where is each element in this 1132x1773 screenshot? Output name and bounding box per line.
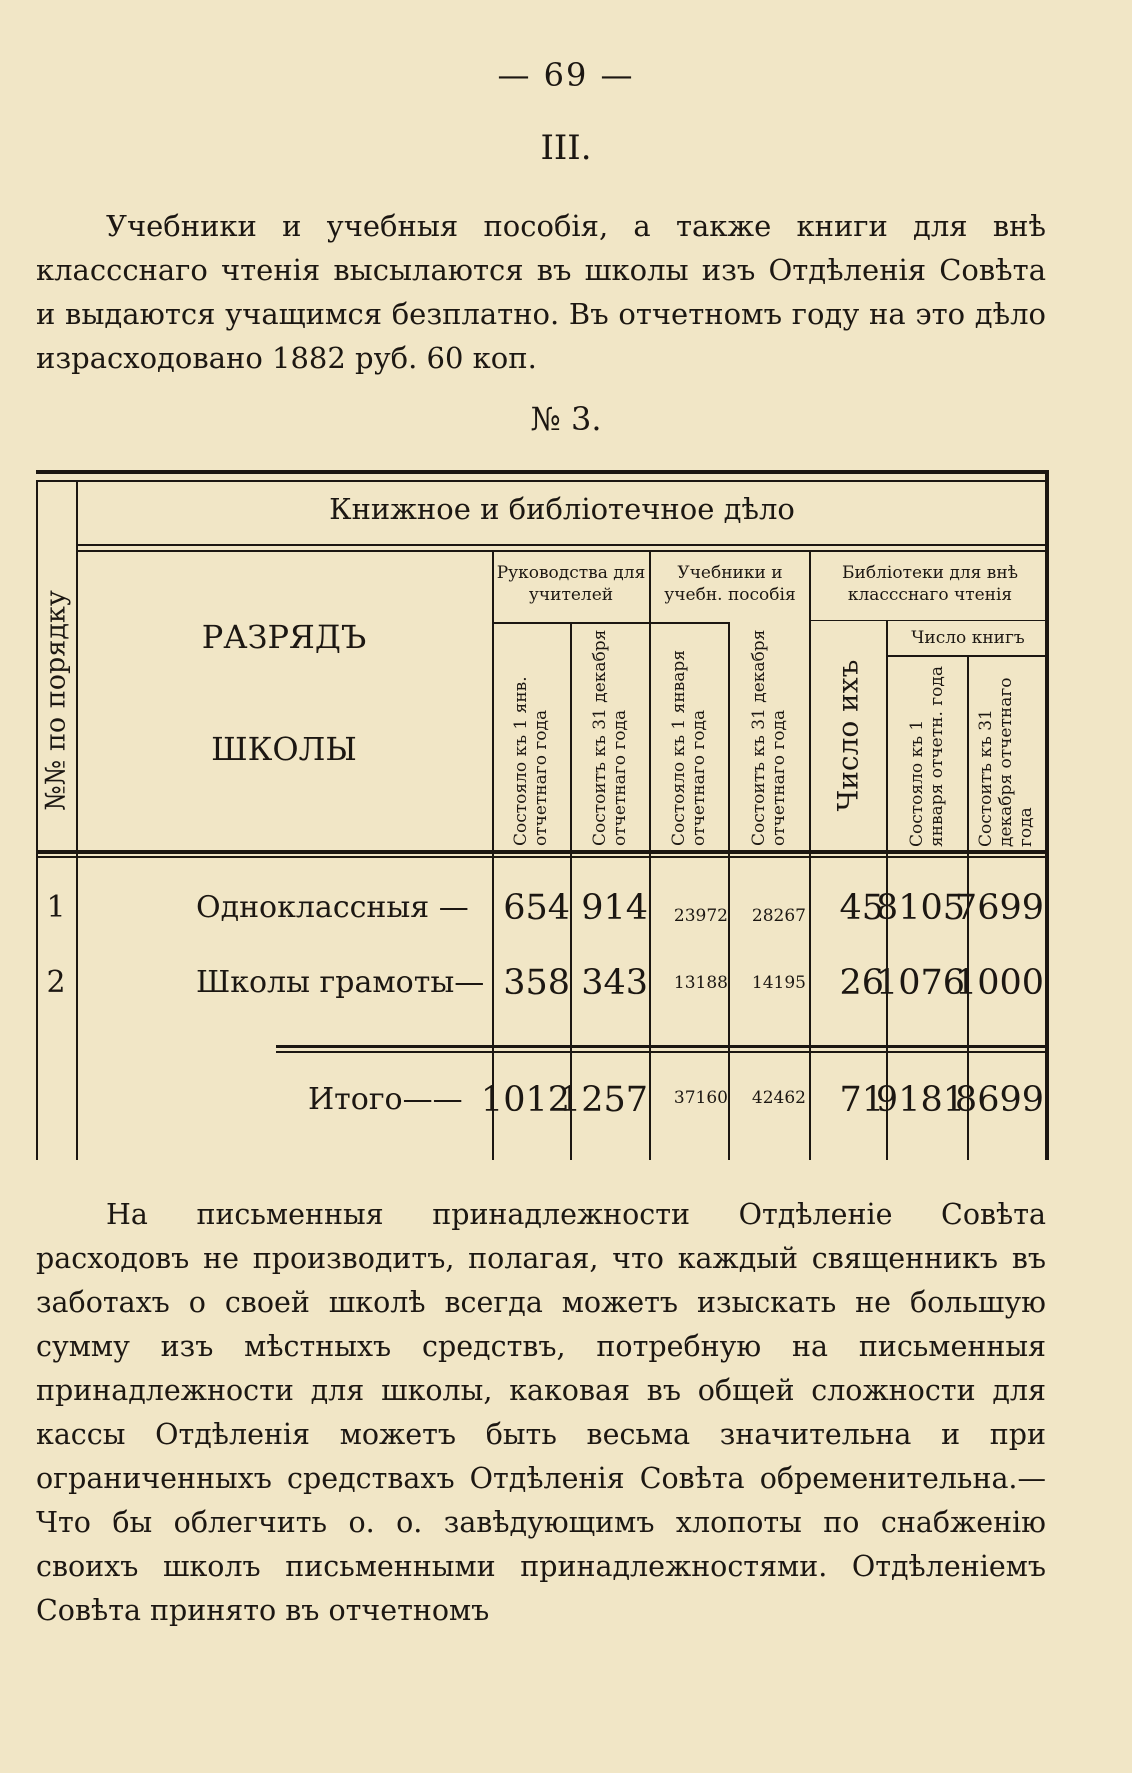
total-books-start: 9181 bbox=[875, 1080, 965, 1120]
total-books-end: 8699 bbox=[954, 1080, 1044, 1120]
section-heading: III. bbox=[540, 128, 592, 168]
row-2-name: Школы грамоты— bbox=[196, 965, 485, 1000]
col-category-line1: РАЗРЯДЪ bbox=[201, 618, 367, 656]
row-2-manuals-end: 343 bbox=[581, 963, 648, 1003]
row-2-textbooks-end: 14195 bbox=[751, 973, 806, 993]
paragraph-writing-supplies: На письменныя принадлежности Отдѣленіе Совѣта расходовъ не производитъ, полагая, что каждый священникъ въ заботахъ о своей школѣ всегда можетъ изыскать не большую сумму изъ мѣстныхъ средствъ, потребную на письменныя принадлежности для школы, каковая въ общей сложности для кассы Отдѣленія можетъ быть весьма значительна и при ограниченныхъ средствахъ Отдѣленія Совѣта обременительна.—Что бы облегчить о. о. завѣдующимъ хлопоты по снабженію своихъ школъ письменными принадлежностями. Отдѣленіемъ Совѣта принято въ отчетномъ bbox=[36, 1198, 1046, 1627]
subgroup-books-header: Число книгъ bbox=[911, 628, 1025, 648]
total-top-rule bbox=[276, 1045, 1048, 1048]
vline-index bbox=[76, 480, 78, 1160]
row-2-no: 2 bbox=[46, 965, 66, 1000]
sub-manuals-end: Состоитъ къ 31 декабря отчетнаго года bbox=[589, 629, 630, 846]
total-label: Итого—— bbox=[308, 1082, 463, 1117]
row-2-libraries-count: 26 bbox=[839, 963, 884, 1003]
row-1-name: Одноклассныя — bbox=[196, 890, 469, 925]
row-1-textbooks-end: 28267 bbox=[751, 906, 806, 926]
row-1-textbooks-start: 23972 bbox=[673, 906, 728, 926]
table-title: Книжное и библіотечное дѣло bbox=[329, 492, 795, 526]
row-2-textbooks-start: 13188 bbox=[673, 973, 728, 993]
total-manuals-end: 1257 bbox=[558, 1080, 648, 1120]
sub-libraries-count: Число ихъ bbox=[831, 659, 864, 811]
group-header-rule bbox=[76, 544, 1048, 546]
row-1-books-start: 8105 bbox=[875, 888, 965, 928]
col-category-line2: ШКОЛЫ bbox=[211, 730, 357, 768]
table-number: № 3. bbox=[530, 400, 602, 438]
row-1-libraries-count: 45 bbox=[839, 888, 884, 928]
row-2-books-start: 1076 bbox=[875, 963, 965, 1003]
sub-textbooks-end: Состоитъ къ 31 декабря отчетнаго года bbox=[748, 629, 789, 846]
col-index-header: №№ по порядку bbox=[40, 589, 72, 811]
row-2-books-end: 1000 bbox=[954, 963, 1044, 1003]
row-1-books-end: 7699 bbox=[954, 888, 1044, 928]
total-textbooks-start: 37160 bbox=[673, 1088, 728, 1108]
table-top-rule bbox=[36, 470, 1048, 474]
header-bottom-rule bbox=[36, 850, 1048, 854]
sub-manuals-start: Состояло къ 1 янв. отчетнаго года bbox=[511, 676, 551, 846]
total-manuals-start: 1012 bbox=[480, 1080, 570, 1120]
row-1-no: 1 bbox=[46, 890, 66, 925]
total-textbooks-end: 42462 bbox=[751, 1088, 806, 1108]
sub-books-start: Состояло къ 1 января отчетн. года bbox=[906, 665, 947, 847]
group-libraries-header: Библіотеки для внѣ классснаго чтенія bbox=[842, 563, 1018, 605]
group-manuals-header: Руководства для учителей bbox=[496, 563, 646, 605]
total-top-rule-2 bbox=[276, 1051, 1048, 1053]
total-libraries-count: 71 bbox=[839, 1080, 884, 1120]
row-2-manuals-start: 358 bbox=[503, 963, 570, 1003]
paragraph-textbooks: Учебники и учебныя пособія, а также книги для внѣ классснаго чтенія высылаются въ школы изъ Отдѣленія Совѣта и выдаются учащимся безплатно. Въ отчетномъ году на это дѣло израсходовано 1882 руб. 60 коп. bbox=[36, 209, 1046, 375]
sub-textbooks-start: Состояло къ 1 января отчетнаго года bbox=[668, 650, 709, 846]
page-number: — 69 — bbox=[497, 56, 635, 94]
row-1-manuals-end: 914 bbox=[581, 888, 648, 928]
books-table bbox=[36, 470, 1048, 1160]
header-bottom-thin-rule bbox=[36, 856, 1048, 858]
row-1-manuals-start: 654 bbox=[503, 888, 570, 928]
table-top-thin-rule bbox=[36, 480, 1048, 482]
sub-books-end: Состоитъ къ 31 декабря отчетнаго года bbox=[976, 677, 1036, 847]
group-header-rule-2 bbox=[76, 550, 1048, 552]
group-textbooks-header: Учебники и учебн. пособія bbox=[664, 563, 796, 605]
